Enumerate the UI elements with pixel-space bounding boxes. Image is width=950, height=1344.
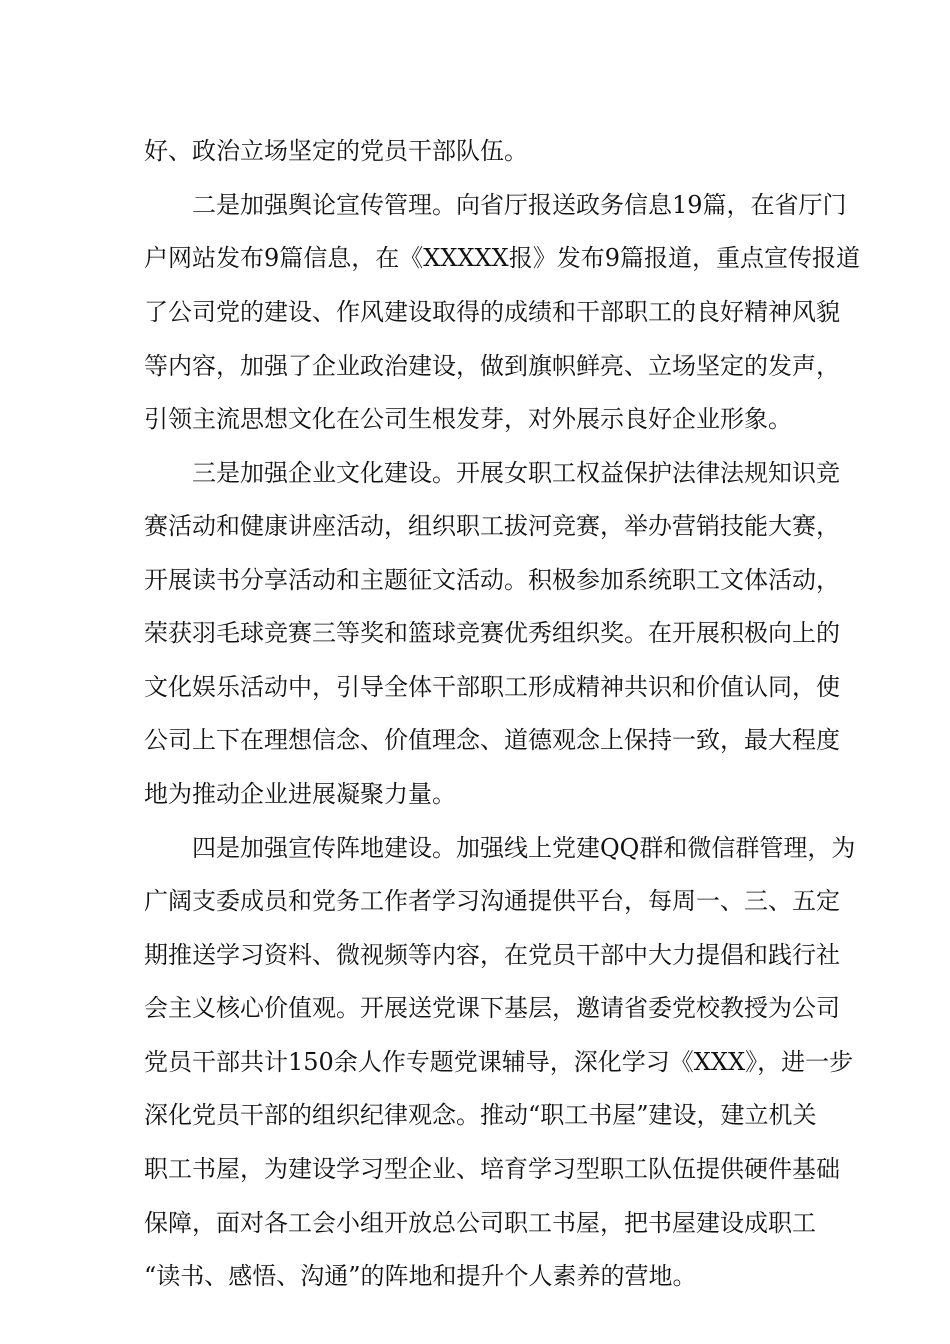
- text-line: 开展读书分享活动和主题征文活动。积极参加系统职工文体活动，: [144, 566, 840, 594]
- text-line: 期推送学习资料、微视频等内容，在党员干部中大力提倡和践行社: [144, 941, 840, 969]
- text-line: 广阔支委成员和党务工作者学习沟通提供平台，每周一、三、五定: [144, 887, 840, 915]
- text-line: 保障，面对各工会小组开放总公司职工书屋，把书屋建设成职工: [144, 1209, 816, 1237]
- text-line: 三是加强企业文化建设。开展女职工权益保护法律法规知识竞: [192, 459, 840, 487]
- text-line: 四是加强宣传阵地建设。加强线上党建QQ群和微信群管理，为: [192, 834, 856, 862]
- text-line: 荣获羽毛球竞赛三等奖和篮球竞赛优秀组织奖。在开展积极向上的: [144, 619, 840, 647]
- text-line: 了公司党的建设、作风建设取得的成绩和干部职工的良好精神风貌: [144, 298, 840, 326]
- text-line: 党员干部共计150余人作专题党课辅导，深化学习《XXX》，进一步: [144, 1048, 854, 1076]
- text-line: 公司上下在理想信念、价值理念、道德观念上保持一致，最大程度: [144, 726, 840, 754]
- text-line: 文化娱乐活动中，引导全体干部职工形成精神共识和价值认同，使: [144, 673, 840, 701]
- text-line: 二是加强舆论宣传管理。向省厅报送政务信息19篇，在省厅门: [192, 191, 847, 219]
- text-line: 职工书屋，为建设学习型企业、培育学习型职工队伍提供硬件基础: [144, 1155, 840, 1183]
- text-line: 深化党员干部的组织纪律观念。推动“职工书屋”建设，建立机关: [144, 1101, 817, 1129]
- text-line: 好、政治立场坚定的党员干部队伍。: [144, 137, 528, 165]
- text-line: 等内容，加强了企业政治建设，做到旗帜鲜亮、立场坚定的发声，: [144, 352, 840, 380]
- text-line: 户网站发布9篇信息，在《XXXXX报》发布9篇报道，重点宣传报道: [144, 244, 860, 272]
- text-line: 地为推动企业进展凝聚力量。: [144, 780, 456, 808]
- text-line: “读书、感悟、沟通”的阵地和提升个人素养的营地。: [144, 1262, 697, 1290]
- text-line: 引领主流思想文化在公司生根发芽，对外展示良好企业形象。: [144, 405, 792, 433]
- text-line: 赛活动和健康讲座活动，组织职工拔河竞赛，举办营销技能大赛，: [144, 512, 840, 540]
- text-line: 会主义核心价值观。开展送党课下基层，邀请省委党校教授为公司: [144, 994, 840, 1022]
